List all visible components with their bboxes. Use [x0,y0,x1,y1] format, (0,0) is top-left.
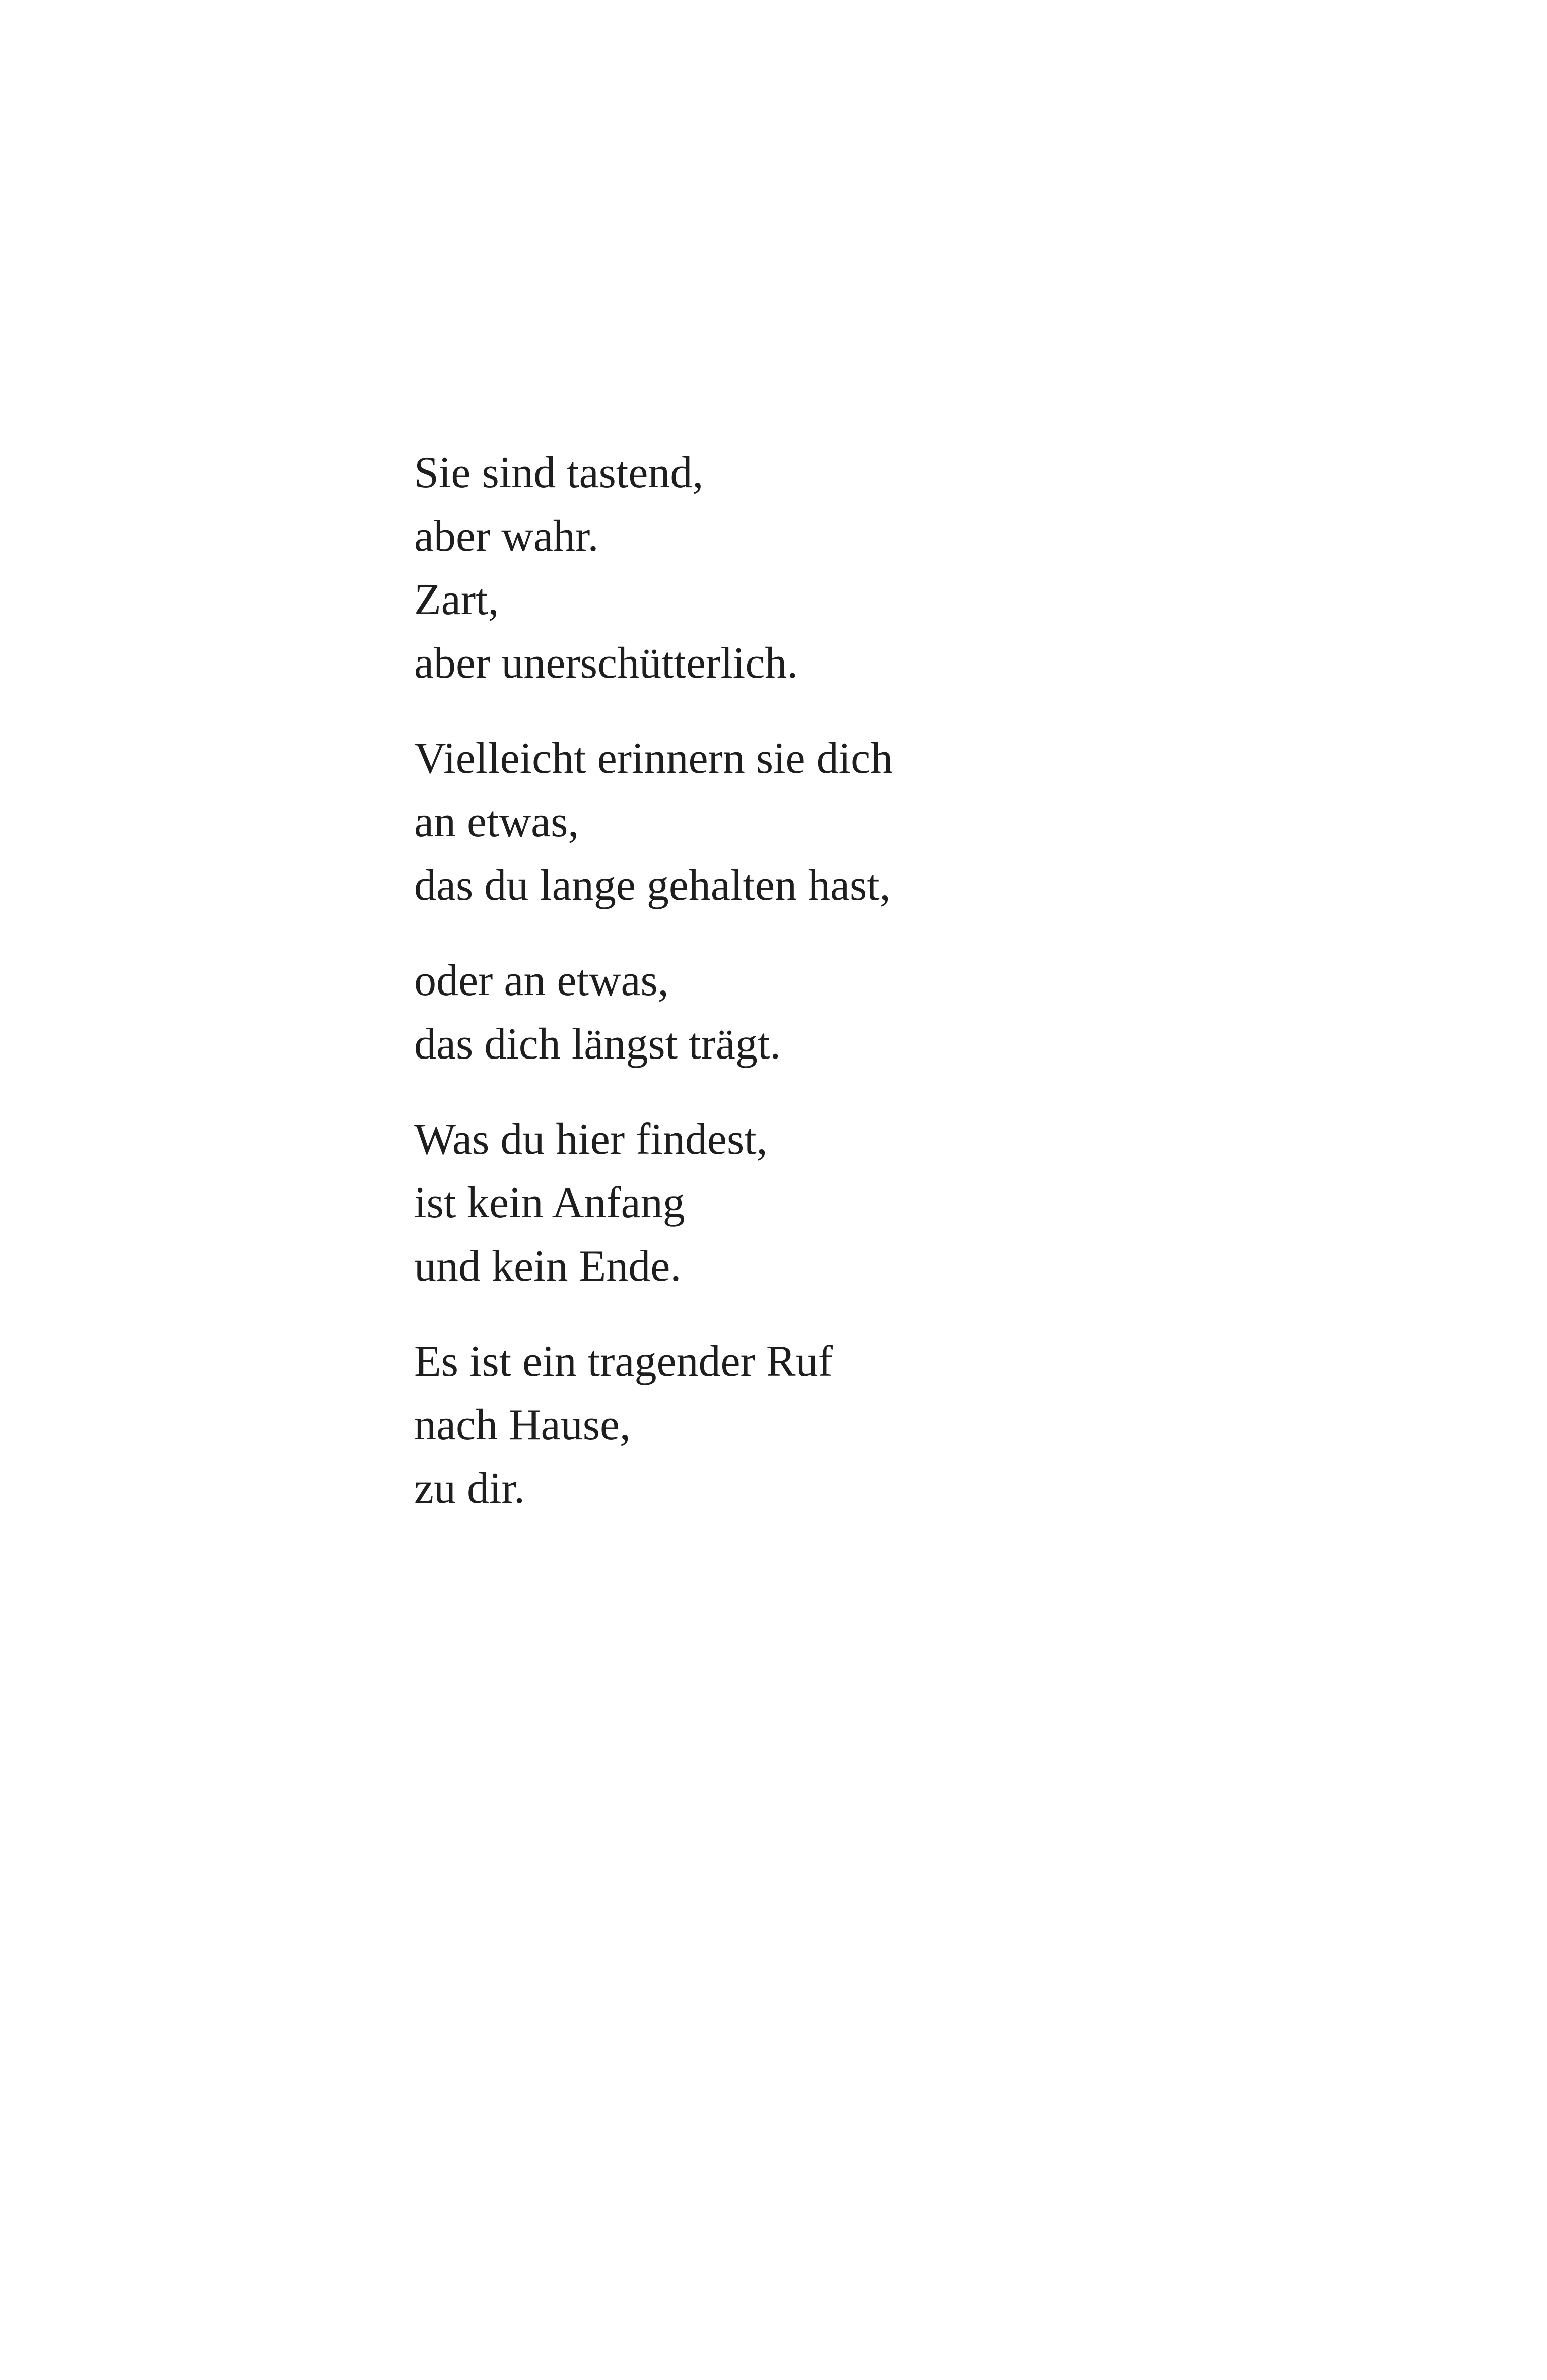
poem-line: Zart, [414,575,499,624]
poem-line: das dich längst trägt. [414,1020,781,1069]
poem-line: und kein Ende. [414,1242,682,1291]
poem-line: Es ist ein tragender Ruf [414,1337,833,1386]
poem-line: Was du hier findest, [414,1115,768,1164]
poem-line: aber unerschütterlich. [414,639,798,688]
poem-line: ist kein Anfang [414,1178,685,1227]
poem-line: an etwas, [414,798,579,846]
stanza-3 [414,949,1371,1076]
poem-line: das du lange gehalten hast, [414,861,891,910]
poem-line: aber wahr. [414,512,599,561]
poem-line: nach Hause, [414,1401,631,1449]
poem [414,441,1371,1520]
stanza-1 [414,441,1371,695]
stanza-5 [414,1330,1371,1520]
stanza-4 [414,1108,1371,1298]
poem-line: zu dir. [414,1464,525,1513]
stanza-2 [414,727,1371,917]
poem-line: Vielleicht erinnern sie dich [414,734,893,783]
poem-line: oder an etwas, [414,956,669,1005]
poem-line: Sie sind tastend, [414,448,704,497]
